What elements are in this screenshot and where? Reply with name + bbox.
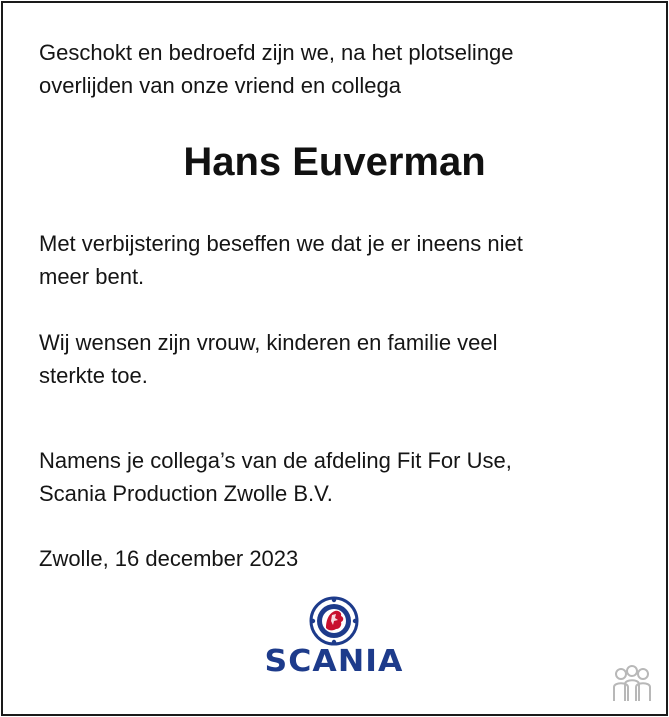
place-date: Zwolle, 16 december 2023 — [39, 546, 299, 571]
signature-line-1: Namens je collega’s van de afdeling Fit For Use, — [39, 448, 512, 473]
message-paragraph — [39, 227, 523, 293]
condolence-paragraph — [39, 326, 498, 392]
condolence-line-2: sterkte toe. — [39, 363, 148, 388]
intro-line-1: Geschokt en bedroefd zijn we, na het plotselinge — [39, 40, 514, 65]
condolence-line-1: Wij wensen zijn vrouw, kinderen en familie veel — [39, 330, 498, 355]
scania-wordmark: SCANIA — [264, 644, 404, 679]
message-line-1: Met verbijstering beseffen we dat je er ineens niet — [39, 231, 523, 256]
message-line-2: meer bent. — [39, 264, 145, 289]
signature-paragraph — [39, 444, 512, 510]
people-group-icon — [607, 665, 657, 705]
intro-text — [39, 36, 514, 102]
intro-line-2: overlijden van onze vriend en collega — [39, 73, 402, 98]
signature-line-2: Scania Production Zwolle B.V. — [39, 481, 333, 506]
scania-griffin-emblem-icon — [309, 596, 359, 646]
scania-logo — [253, 596, 415, 680]
deceased-name: Hans Euverman — [183, 140, 486, 184]
